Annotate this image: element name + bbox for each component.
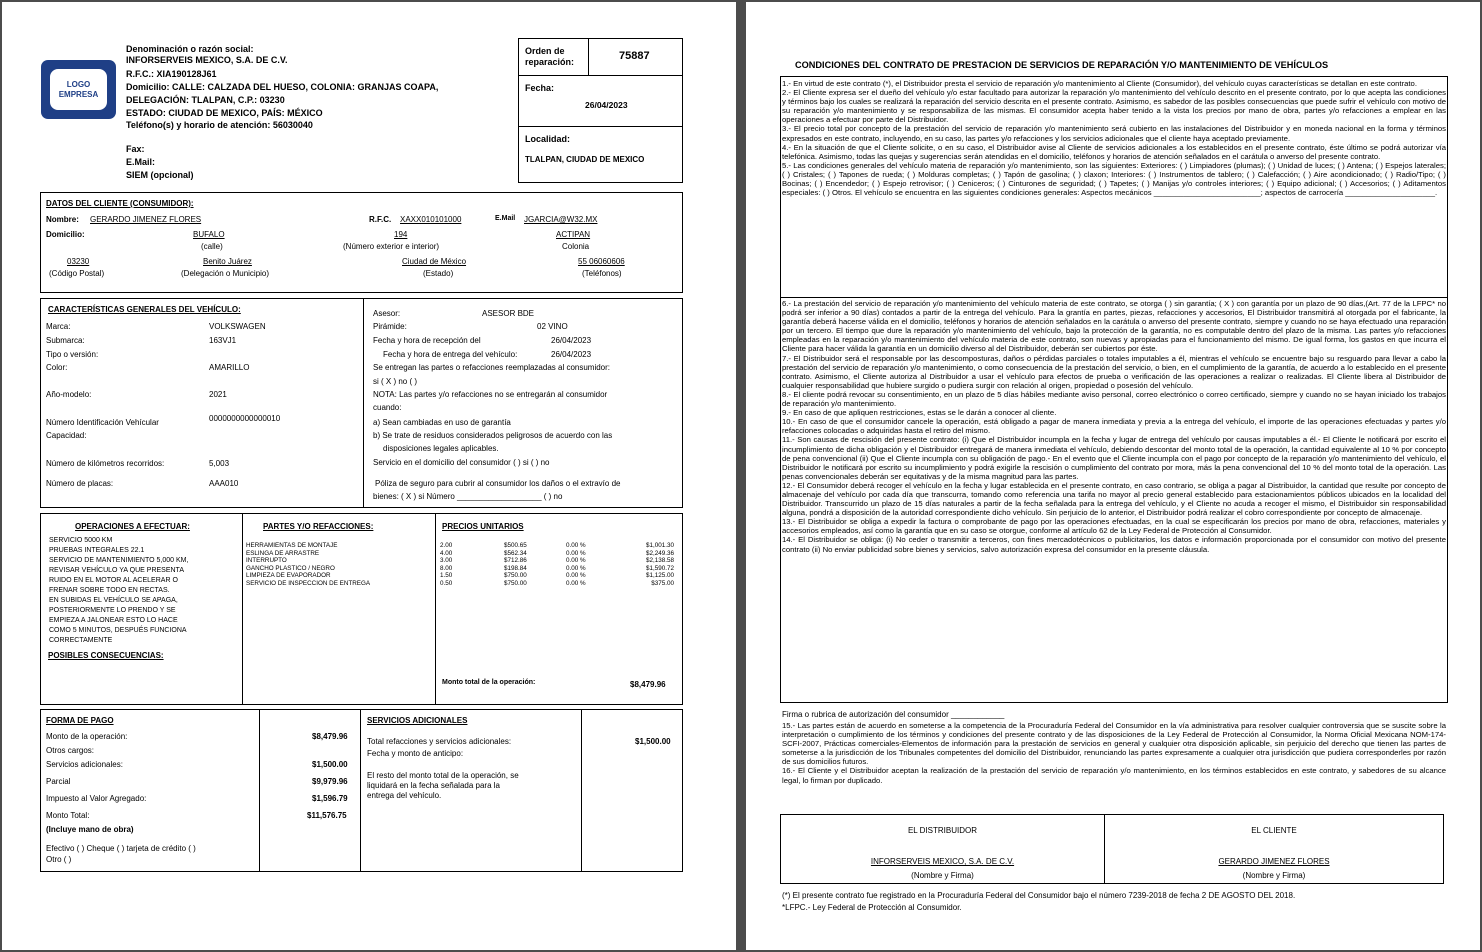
date-label: Fecha: [525,83,555,93]
brand-value: VOLKSWAGEN [209,322,266,331]
pyramid-value: 02 VINO [537,322,568,331]
remainder-2: liquidará en la fecha señalada para la [367,781,500,790]
payment-box [40,709,683,872]
operation-line: RUIDO EN EL MOTOR AL ACELERAR O [49,577,178,584]
part-item: LIMPIEZA DE EVAPORADOR [246,572,331,580]
plates-label: Número de placas: [46,479,114,488]
operation-amount-label: Monto de la operación: [46,732,128,741]
price-total: $2,249.36 [645,549,674,557]
contract-page [746,2,1480,950]
client-street-caption: (calle) [201,242,223,251]
submodel-label: Submarca: [46,336,85,345]
advisor-value: ASESOR BDE [482,309,535,318]
company-fax: Fax: [126,144,145,154]
price-total: $1,001.30 [645,542,674,549]
parts-title: PARTES Y/O REFACCIONES: [263,522,374,531]
price-discount: 0.00 % [566,557,586,565]
vehicle-box [40,298,683,508]
vin-value: 0000000000000010 [209,414,281,423]
year-value: 2021 [209,390,227,399]
color-label: Color: [46,363,68,372]
contract-clause: 16.- El Cliente y el Distribuidor aceptan la realización de la prestación del servicio de reparación y/o mantenimiento, en los términos establecidos en este contrato, y sabedores de su alcance legal, lo firman por duplicado. [782,766,1446,785]
distributor-name: INFORSERVEIS MEXICO, S.A. DE C.V. [870,857,1015,866]
price-discount: 0.00 % [566,572,586,580]
footnote-2: *LFPC.- Ley Federal de Protección al Consumidor. [782,903,962,912]
contract-clause: 15.- Las partes están de acuerdo en someterse a la competencia de la Procuraduría Federal del Consumidor en la vía administrativa para resolver cualquier controversia que se suscite sobre la interpretación o cumplimiento de los términos y condiciones del presente contrato y de las disposiciones de la Ley Federal de Protección al Consumidor, la Norma Oficial Mexicana NOM-174-SCFI-2007, Prácticas comerciales-Elementos de información para la prestación de servicios en general y cualquier otra disposición aplicable, sin perjuicio del derecho que tienen las partes de someterse a la jurisdicción de los Tribunales competentes del domicilio del Distribuidor, renunciando las partes expresamente a cualquier otra jurisdicción que pudiera corresponderles por razón de sus domicilios futuros. [782,721,1446,767]
client-email-label: E.Mail [495,215,516,222]
insurance-line-1: Póliza de seguro para cubrir al consumidor los daños o el extravío de [375,479,621,488]
client-colony: ACTIPAN [556,230,591,239]
price-total: $1,590.72 [645,564,674,572]
price-total: $375.00 [651,580,674,587]
client-number-caption: (Número exterior e interior) [343,242,440,251]
price-unit: $562.34 [504,549,527,557]
order-label-1: Orden de [525,46,565,56]
contract-clause: 13.- El Distribuidor se obliga a expedir la factura o comprobante de pago por las operaciones efectuadas, en la cual se especificarán los precios por mano de obra, refacciones, materiales y accesorios empleados, así como la garantía que en su caso se otorgue, conforme al artículo 62 de la Ley Federal de Protección al Consumidor. [782,517,1446,536]
part-item: SERVICIO DE INSPECCION DE ENTREGA [246,580,371,587]
operation-line: EN SUBIDAS EL VEHÍCULO SE APAGA, [49,597,178,604]
part-item: ESLINGA DE ARRASTRE [246,549,320,557]
services-label: Servicios adicionales: [46,760,123,769]
client-zip: 03230 [67,257,90,266]
client-state: Ciudad de México [402,257,467,266]
clauses-b [782,299,1446,701]
advisor-label: Asesor: [373,309,401,318]
client-address-label: Domicilio: [46,230,85,239]
price-unit: $750.00 [504,572,527,580]
price-qty: 0.50 [440,580,453,587]
company-label: Denominación o razón social: [126,44,254,54]
price-discount: 0.00 % [566,564,586,572]
part-item: GANCHO PLASTICO / NEGRO [246,564,335,572]
reception-label: Fecha y hora de recepción del [373,336,481,345]
operation-line: PRUEBAS INTEGRALES 22.1 [49,547,145,554]
logo-text: LOGO EMPRESA [48,67,109,112]
vat-label: Impuesto al Valor Agregado: [46,794,147,803]
contract-clause: 3.- El precio total por concepto de la prestación del servicio de reparación y/o mantenimiento será cubierto en las instalaciones del Distribuidor y en moneda nacional en la forma y términos expresados en este contrato, incluyendo, en su caso, las partes y/o refacciones y los servicios adicionales que el cliente haya aceptado previamente. [782,124,1446,143]
contract-clause: 10.- En caso de que el consumidor cancele la operación, está obligado a pagar de manera inmediata y previa a la entrega del vehículo, el importe de las operaciones efectuadas y partes y/o refacciones colocadas o adquiridas hasta el retiro del mismo. [782,417,1446,436]
brand-label: Marca: [46,322,71,331]
services-value: $1,500.00 [312,760,348,769]
client-box [40,192,683,293]
total-value: $11,576.75 [307,811,347,820]
price-qty: 4.00 [440,549,453,557]
total-label: Monto Total: [46,811,90,820]
contract-clause: 7.- El Distribuidor será el responsable por las descomposturas, daños o pérdidas parciales o totales imputables a él, mientras el vehículo se encuentre bajo su resguardo para llevar a cabo la prestación del servicio de reparación y/o mantenimiento, o como consecuencia de la prestación del servicio, o bien, en el cumplimiento de la garantía, de acuerdo a lo establecido en el presente contrato. Asimismo, el Cliente autoriza al Distribuidor a usar el vehículo para efectos de prueba o verificación de las operaciones a realizar o realizadas. El Cliente libera al Distribuidor de cualquier responsabilidad que hubiere surgido o pudiera surgir con relación al origen, propiedad o posesión del vehículo. [782,353,1446,390]
client-colony-caption: Colonia [562,242,590,251]
client-rfc-label: R.F.C. [369,215,392,224]
contract-clause: 6.- La prestación del servicio de reparación y/o mantenimiento del vehículo materia de este contrato, se otorga ( ) sin garantía; ( X ) con garantía por un plazo de 90 días,(Art. 77 de la LFPC* no podrá ser inferior a 90 días) contados a partir de la entrega del vehículo. Para la grantía en partes, piezas, refacciones y accesorios, El Distribuidor transmitirá al otorgada por el fabricante, la garantía deberá hacerse válida en el domicilio, teléfonos y horarios de atención señalados en la carátula o anverso del presente contrato, siempre y cuando no se haya efectuado una reparación por un tercero. El tiempo que dure la reparación y/o mantenimiento del vehículo, bajo la protección de la garantía, no es computable dentro del plazo de la misma. Las partes y/o refacciones empleadas en la reparación y/o mantenimiento del vehículo materia de este contrato, son nuevas y apropiadas para el funcionamiento del mismo. De igual forma, los gastos en que incurra el Cliente para hacer válida la garantía en un domicilio diverso al del Distribuidor, deberán ser cubiertos por éste. [782,299,1446,354]
prices-list [440,542,678,602]
client-number: 194 [394,230,408,239]
company-name: INFORSERVEIS MEXICO, S.A. DE C.V. [126,55,288,65]
part-item: HERRAMIENTAS DE MONTAJE [246,542,338,549]
vehicle-section-title: CARACTERÍSTICAS GENERALES DEL VEHÍCULO: [48,305,241,314]
order-box [518,38,683,183]
date-value: 26/04/2023 [585,100,628,110]
price-total: $2,138.58 [645,557,674,565]
client-street: BUFALO [193,230,225,239]
contract-clause: 4.- En la situación de que el Cliente solicite, o en su caso, el Distribuidor avise al Cliente de servicios adicionales a los establecidos en el presente contrato, éste último se podrá autorizar vía telefónica. Asimismo, todas las quejas y sugerencias serán atendidas en el domicilio, teléfonos y horarios de atención señalados en el carátula o anverso del presente contrato. [782,142,1446,161]
locality-value: TLALPAN, CIUDAD DE MEXICO [525,155,645,164]
clauses-a [782,79,1446,295]
clauses-c [782,721,1446,813]
operation-line: FRENAR SOBRE TODO EN RECTAS. [49,587,170,594]
submodel-value: 163VJ1 [209,336,237,345]
operation-line: CORRECTAMENTE [49,637,113,644]
company-logo [41,60,116,119]
note-line-2: cuando: [373,403,402,412]
delivery-label: Fecha y hora de entrega del vehículo: [383,350,518,359]
signature-box [780,814,1444,884]
contract-clause: 8.- El cliente podrá revocar su consentimiento, en un plazo de 5 días hábiles mediante aviso personal, correo electrónico o correo certificado, siempre y cuando no se hayan iniciado los trabajos de reparación y/o mantenimiento. [782,389,1446,409]
operations-title: OPERACIONES A EFECTUAR: [75,522,190,531]
partial-value: $9,979.96 [312,777,348,786]
contract-clause: 9.- En caso de que apliquen restricciones, estas se le darán a conocer al cliente. [782,408,1057,418]
price-qty: 1.50 [440,572,453,580]
client-signature-name: GERARDO JIMENEZ FLORES [1218,857,1330,866]
client-phone: 55 06060606 [578,257,625,266]
company-phone: Teléfono(s) y horario de atención: 56030040 [126,120,313,130]
order-number: 75887 [619,50,650,62]
parts-list [246,542,431,602]
remainder-1: El resto del monto total de la operación, se [367,771,519,780]
operations-box [40,513,683,705]
footnote-1: (*) El presente contrato fue registrado en la Procuraduría Federal del Consumidor bajo el número 7239-2018 de fecha 2 DE AGOSTO DEL 2018. [782,891,1296,900]
company-address-1: Domicilio: CALLE: CALZADA DEL HUESO, COLONIA: GRANJAS COAPA, [126,82,439,92]
price-unit: $712.86 [504,557,527,565]
price-discount: 0.00 % [566,549,586,557]
client-delegation: Benito Juárez [203,257,252,266]
operation-line: REVISAR VEHÍCULO YA QUE PRESENTA [49,567,184,574]
client-name-label: Nombre: [46,215,79,224]
note-b-2: disposiciones legales aplicables. [383,444,499,453]
price-unit: $750.00 [504,580,527,587]
labor-note: (Incluye mano de obra) [46,825,134,834]
type-label: Tipo o versión: [46,350,99,359]
reception-value: 26/04/2023 [551,336,592,345]
prices-total-value: $8,479.96 [630,680,666,689]
client-name: GERARDO JIMENEZ FLORES [90,215,202,224]
km-label: Número de kilómetros recorridos: [46,459,165,468]
order-label-2: reparación: [525,57,575,67]
price-unit: $500.65 [504,542,527,549]
contract-clause: 14.- El Distribuidor se obliga: (i) No ceder o transmitir a terceros, con fines mercadotécnicos o publicitarios, los datos e información proporcionada por el consumidor con motivo del presente contrato (ii) No enviar publicidad sobre bienes y servicios, salvo autorización expresa del consumidor en la presente cláusula. [782,535,1446,554]
company-rfc: R.F.C.: XIA190128J61 [126,69,217,79]
client-zip-caption: (Código Postal) [49,269,105,278]
client-caption: (Nombre y Firma) [1242,871,1306,880]
operation-line: COMO 5 MINUTOS, DESPUÉS FUNCIONA [49,627,187,634]
contract-clause: 12.- El Consumidor deberá recoger el vehículo en la fecha y lugar establecida en el presente contrato, en caso contrario, se obliga a pagar al Distribuidor, la cantidad que resulte por concepto de almacenaje del vehículo por cada día que transcurra, tomando como referencia una tarifa no mayor al precio general establecido para estacionamientos públicos ubicados en la localidad del Distribuidor. Transcurrido un plazo de 15 días naturales a partir de la fecha señalada para la entrega del vehículo, y el Cliente no acuda a recoger el mismo, el Distribuidor sin responsabilidad alguna, pondrá a disposición de la autoridad correspondiente dicho vehículo. Sin perjuicio de lo anterior, el Distribuidor podrá realizar el cobro correspondiente por concepto de almacenaje. [782,480,1446,518]
payment-methods-2: Otro ( ) [46,855,72,864]
year-label: Año-modelo: [46,390,92,399]
prices-total-label: Monto total de la operación: [442,679,536,686]
part-item: INTERRUPTO [246,557,287,565]
price-qty: 2.00 [440,542,453,549]
plates-value: AAA010 [209,479,239,488]
locality-label: Localidad: [525,134,571,144]
price-qty: 8.00 [440,564,453,572]
client-state-caption: (Estado) [423,269,454,278]
contract-clause: 5.- Las condiciones generales del vehículo materia de reparación y/o mantenimiento, son las siguientes: Exteriores: ( ) Limpiadores (plumas); ( ) Unidad de luces; ( ) Antena; ( ) Espejos laterales; ( ) Cristales; ( ) Tapones de rueda; ( ) Molduras completas; ( ) Tapón de gasolina; ( ) claxon; Interiores: ( ) Instrumentos de tablero; ( ) Calefacción; ( ) Aire acondicionado; ( ) Radio/Tipo; ( ) Bocinas; ( ) Encendedor; ( ) Espejo retrovisor; ( ) Ceniceros; ( ) Cinturones de seguridad; ( ) Tapetes; ( ) Manijas y/o controles interiores; ( ) Equipo adicional; ( ) Accesorios; ( ) Aditamentos especiales: ( ) Otros. El vehículo se encuentra en las siguientes condiciones generales: Aspectos mecánicos _________________________; aspectos de carrocería _____________________. [782,160,1446,198]
extra-total-label: Total refacciones y servicios adicionales: [367,737,512,746]
service-order-page [2,2,736,950]
price-discount: 0.00 % [566,580,586,587]
delivery-value: 26/04/2023 [551,350,592,359]
advance-label: Fecha y monto de anticipo: [367,749,464,758]
consumer-signature-label: Firma o rubrica de autorización del consumidor ____________ [782,710,1005,719]
company-email: E.Mail: [126,157,156,167]
operation-line: SERVICIO DE MANTENIMIENTO 5,000 KM, [49,557,189,564]
parts-answer: si ( X ) no ( ) [373,377,418,386]
company-address-3: ESTADO: CIUDAD DE MEXICO, PAÍS: MÉXICO [126,108,323,118]
contract-title: CONDICIONES DEL CONTRATO DE PRESTACION DE SERVICIOS DE REPARACIÓN Y/O MANTENIMIENTO DE VEHÍCULOS [795,60,1329,70]
distributor-label: EL DISTRIBUIDOR [907,826,978,835]
vin-label: Número Identificación Vehícular [46,418,159,427]
contract-clause: 11.- Son causas de rescisión del presente contrato: (i) Que el Distribuidor incumpla en la fecha y lugar de entrega del vehículo por causas imputables a él.- El Cliente le notificará por escrito el incumplimiento de dicha obligación y el Distribuidor entregará de manera inmediata el vehículo, debiendo descontar del monto total de la operación, la cantidad equivalente al 10 % por concepto de pena convencional (ii) Que el Cliente incumpla con su obligación de pago.- En el evento que el Cliente incumpla con el pago por concepto de la reparación y/o mantenimiento del vehículo, el Distribuidor le notificará por escrito su incumplimiento y podrá exigirle la rescisión o cumplimiento del contrato por mora, más la pena convencional del 10 % del monto total de la operación. Las penas convencionales deberán ser equitativas y de la misma magnitud para las partes. [782,435,1446,481]
insurance-line-2: bienes: ( X ) si Número ___________________ ( ) no [373,492,563,501]
color-value: AMARILLO [209,363,250,372]
company-address-2: DELEGACIÓN: TLALPAN, C.P.: 03230 [126,95,285,105]
payment-methods-1: Efectivo ( ) Cheque ( ) tarjeta de crédito ( ) [46,844,196,853]
note-a: a) Sean cambiadas en uso de garantía [373,418,511,427]
client-delegation-caption: (Delegación o Municipio) [181,269,270,278]
prices-title: PRECIOS UNITARIOS [442,522,524,531]
contract-clause: 1.- En virtud de este contrato (*), el Distribuidor presta el servicio de reparación y/o mantenimiento al Cliente (Consumidor), del vehículo cuyas características se detallan en este contrato. [782,79,1417,88]
client-label: EL CLIENTE [1251,826,1297,835]
operation-amount-value: $8,479.96 [312,732,348,741]
price-total: $1,125.00 [645,572,674,580]
note-line-1: NOTA: Las partes y/o refacciones no se entregarán al consumidor [373,390,608,399]
vat-value: $1,596.79 [312,794,348,803]
extra-services-title: SERVICIOS ADICIONALES [367,716,468,725]
price-qty: 3.00 [440,557,453,565]
payment-title: FORMA DE PAGO [46,716,114,725]
capacity-label: Capacidad: [46,431,87,440]
extra-total-value: $1,500.00 [635,737,671,746]
client-email: JGARCIA@W32.MX [524,215,598,224]
contract-clause: 2.- El Cliente expresa ser el dueño del vehículo y/o estar facultado para autorizar la reparación y/o mantenimiento del vehículo descrito en el presente contrato, por lo que acepta las condiciones y términos bajo los cuales se realizará la reparación del servicio descrita en el presente contrato. Asimismo, es sabedor de las posibles consecuencias que puede sufrir el vehículo con motivo de su reparación y/o mantenimiento y se responsabiliza de las mismas. El consumidor acepta haber tenido a la vista los precios por mano de obra, partes y/o refacciones a emplear en las operaciones a efectuar por parte del Distribuidor. [782,88,1446,125]
price-discount: 0.00 % [566,542,586,549]
consequences-title: POSIBLES CONSECUENCIAS: [48,651,164,660]
operation-line: SERVICIO 5000 KM [49,537,113,544]
price-unit: $198.84 [504,564,527,572]
company-siem: SIEM (opcional) [126,170,194,180]
home-service: Servicio en el domicilio del consumidor ( ) si ( ) no [373,458,550,467]
other-charges-label: Otros cargos: [46,746,95,755]
operation-line: POSTERIORMENTE LO PRENDO Y SE [49,607,176,614]
operations-list [49,536,239,644]
client-rfc: XAXX010101000 [400,215,462,224]
note-b-1: b) Se trate de residuos considerados peligrosos de acuerdo con las [373,431,613,440]
remainder-3: entrega del vehículo. [367,791,442,800]
parts-question: Se entregan las partes o refacciones reemplazadas al consumidor: [373,363,611,372]
client-phone-caption: (Teléfonos) [582,269,622,278]
operation-line: EMPIEZA A JALONEAR ESTO LO HACE [49,617,178,624]
partial-label: Parcial [46,777,71,786]
pyramid-label: Pirámide: [373,322,407,331]
client-section-title: DATOS DEL CLIENTE (CONSUMIDOR): [46,199,194,208]
km-value: 5,003 [209,459,230,468]
distributor-caption: (Nombre y Firma) [911,871,974,880]
